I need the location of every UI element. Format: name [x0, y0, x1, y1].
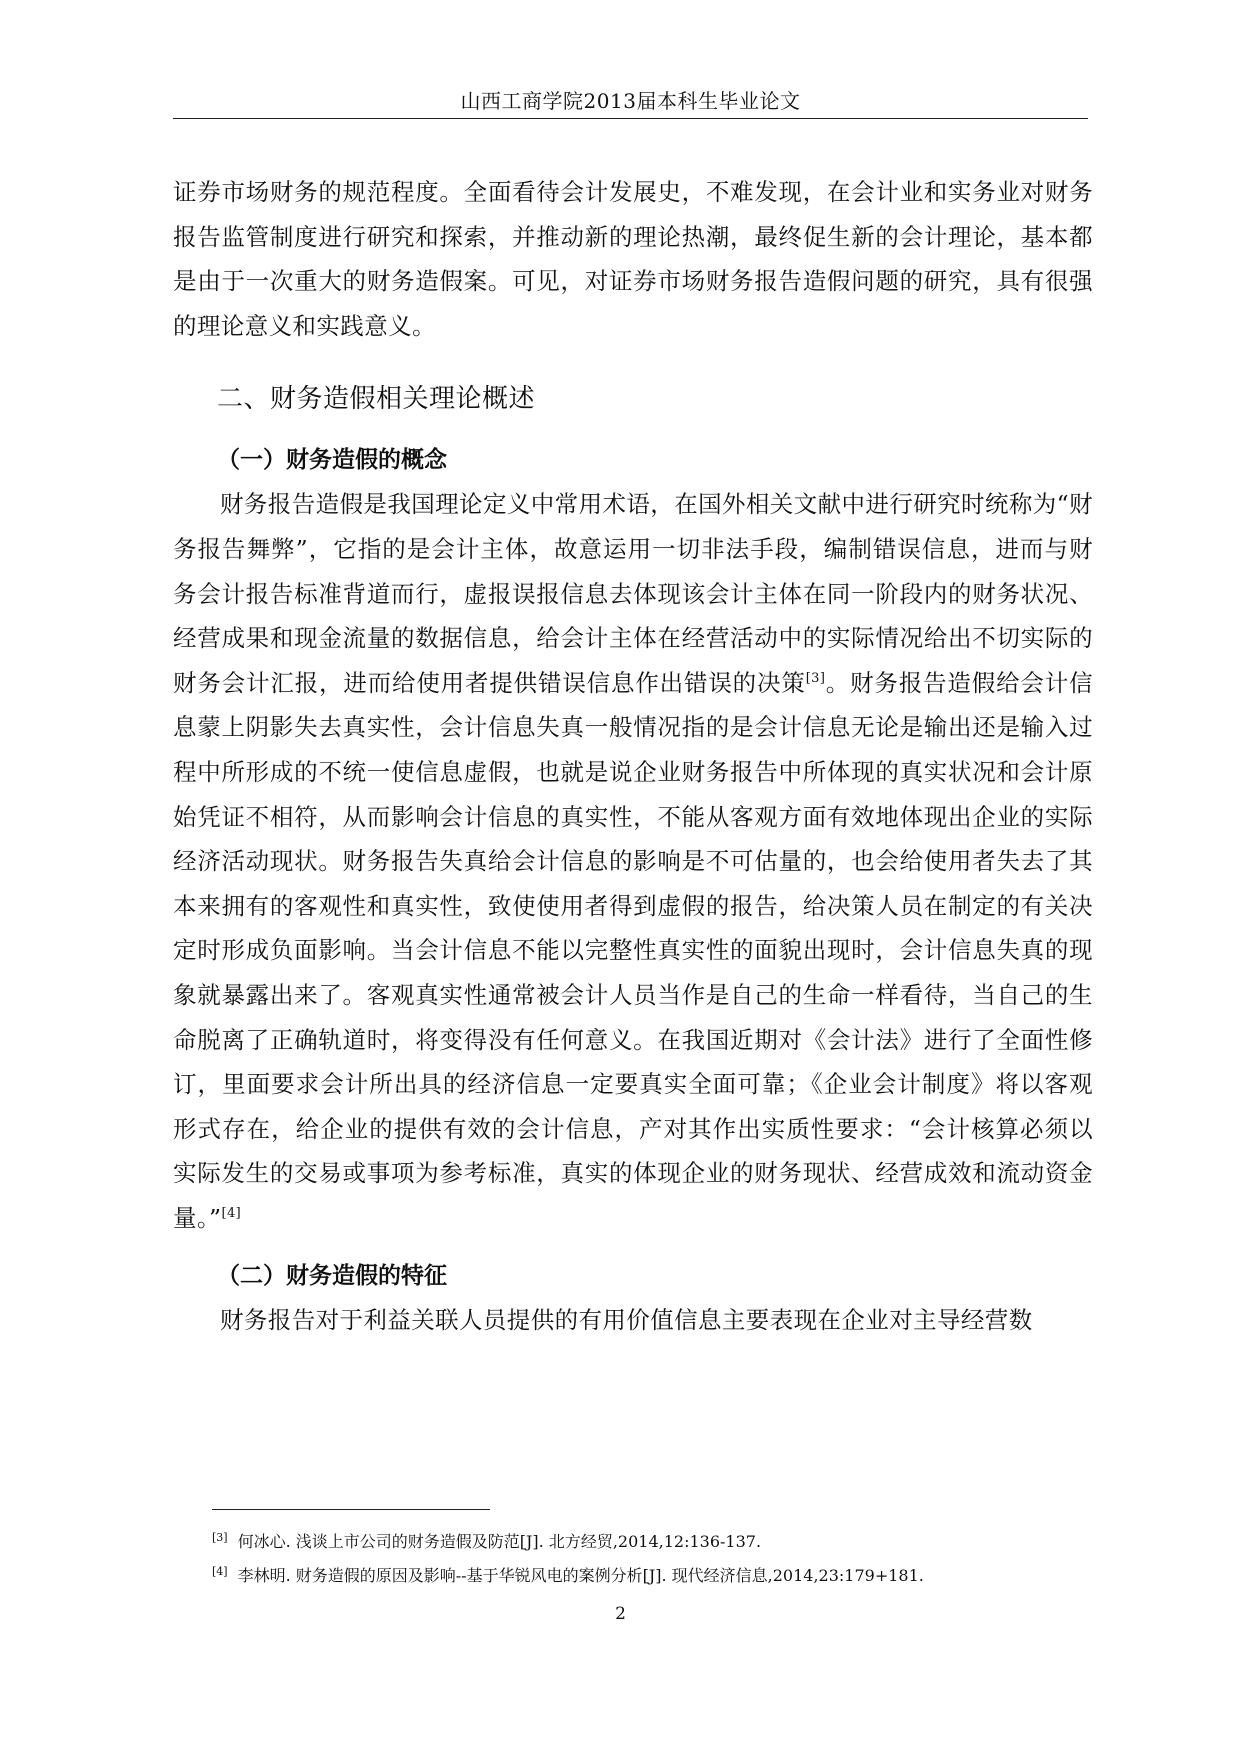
- footnote-item: [212, 1525, 1072, 1559]
- features-paragraph: 财务报告对于利益关联人员提供的有用价值信息主要表现在企业对主导经营数: [220, 1306, 1033, 1335]
- citation-ref-4[interactable]: [4]: [221, 1206, 242, 1222]
- subsection-heading-features: （二）财务造假的特征: [217, 1263, 447, 1290]
- intro-paragraph: 证券市场财务的规范程度。全面看待会计发展史，不难发现，在会计业和实务业对财务报告监管制度进行研究和探索，并推动新的理论热潮，最终促生新的会计理论，基本都是由于一次重大的财务造假案。可见，对证券市场财务报告造假问题的研究，具有很强的理论意义和实践意义。: [173, 178, 1093, 340]
- subsection-heading-concept: （一）财务造假的概念: [217, 447, 447, 474]
- footnotes: [212, 1525, 1072, 1593]
- page-number: 2: [615, 1604, 626, 1624]
- concept-paragraph: [173, 482, 1093, 1240]
- footnote-divider: [212, 1509, 490, 1510]
- footnote-text: 何冰心. 浅谈上市公司的财务造假及防范[J]. 北方经贸,2014,12:136-137.: [237, 1532, 762, 1551]
- section-heading: 二、财务造假相关理论概述: [217, 384, 536, 415]
- footnote-text: 李林明. 财务造假的原因及影响--基于华锐风电的案例分析[J]. 现代经济信息,2014,23:179+181.: [237, 1566, 924, 1585]
- document-body: [173, 170, 1093, 1343]
- footnote-item: [212, 1559, 1072, 1593]
- page-header: [173, 84, 1088, 119]
- concept-text-part1: 财务报告造假是我国理论定义中常用术语，在国外相关文献中进行研究时统称为“财务报告舞弊”，它指的是会计主体，故意运用一切非法手段，编制错误信息，进而与财务会计报告标准背道而行，虚报误报信息去体现该会计主体在同一阶段内的财务状况、经营成果和现金流量的数据信息，给会计主体在经营活动中的实际情况给出不切实际的财务会计汇报，进而给使用者提供错误信息作出错误的决策: [173, 490, 1093, 697]
- page-header-title: 山西工商学院2013届本科生毕业论文: [460, 89, 801, 113]
- footnote-mark: [4]: [212, 1564, 228, 1578]
- citation-ref-3[interactable]: [3]: [805, 670, 826, 686]
- concept-text-part2: 。财务报告造假给会计信息蒙上阴影失去真实性，会计信息失真一般情况指的是会计信息无论是输出还是输入过程中所形成的不统一使信息虚假，也就是说企业财务报告中所体现的真实状况和会计原始凭证不相符，从而影响会计信息的真实性，不能从客观方面有效地体现出企业的实际经济活动现状。财务报告失真给会计信息的影响是不可估量的，也会给使用者失去了其本来拥有的客观性和真实性，致使使用者得到虚假的报告，给决策人员在制定的有关决定时形成负面影响。当会计信息不能以完整性真实性的面貌出现时，会计信息失真的现象就暴露出来了。客观真实性通常被会计人员当作是自己的生命一样看待，当自己的生命脱离了正确轨道时，将变得没有任何意义。在我国近期对《会计法》进行了全面性修订，里面要求会计所出具的经济信息一定要真实全面可靠；《企业会计制度》将以客观形式存在，给企业的提供有效的会计信息，产对其作出实质性要求：“会计核算必须以实际发生的交易或事项为参考标准，真实的体现企业的财务现状、经营成效和流动资金量。”: [173, 668, 1093, 1232]
- footnote-mark: [3]: [212, 1530, 228, 1544]
